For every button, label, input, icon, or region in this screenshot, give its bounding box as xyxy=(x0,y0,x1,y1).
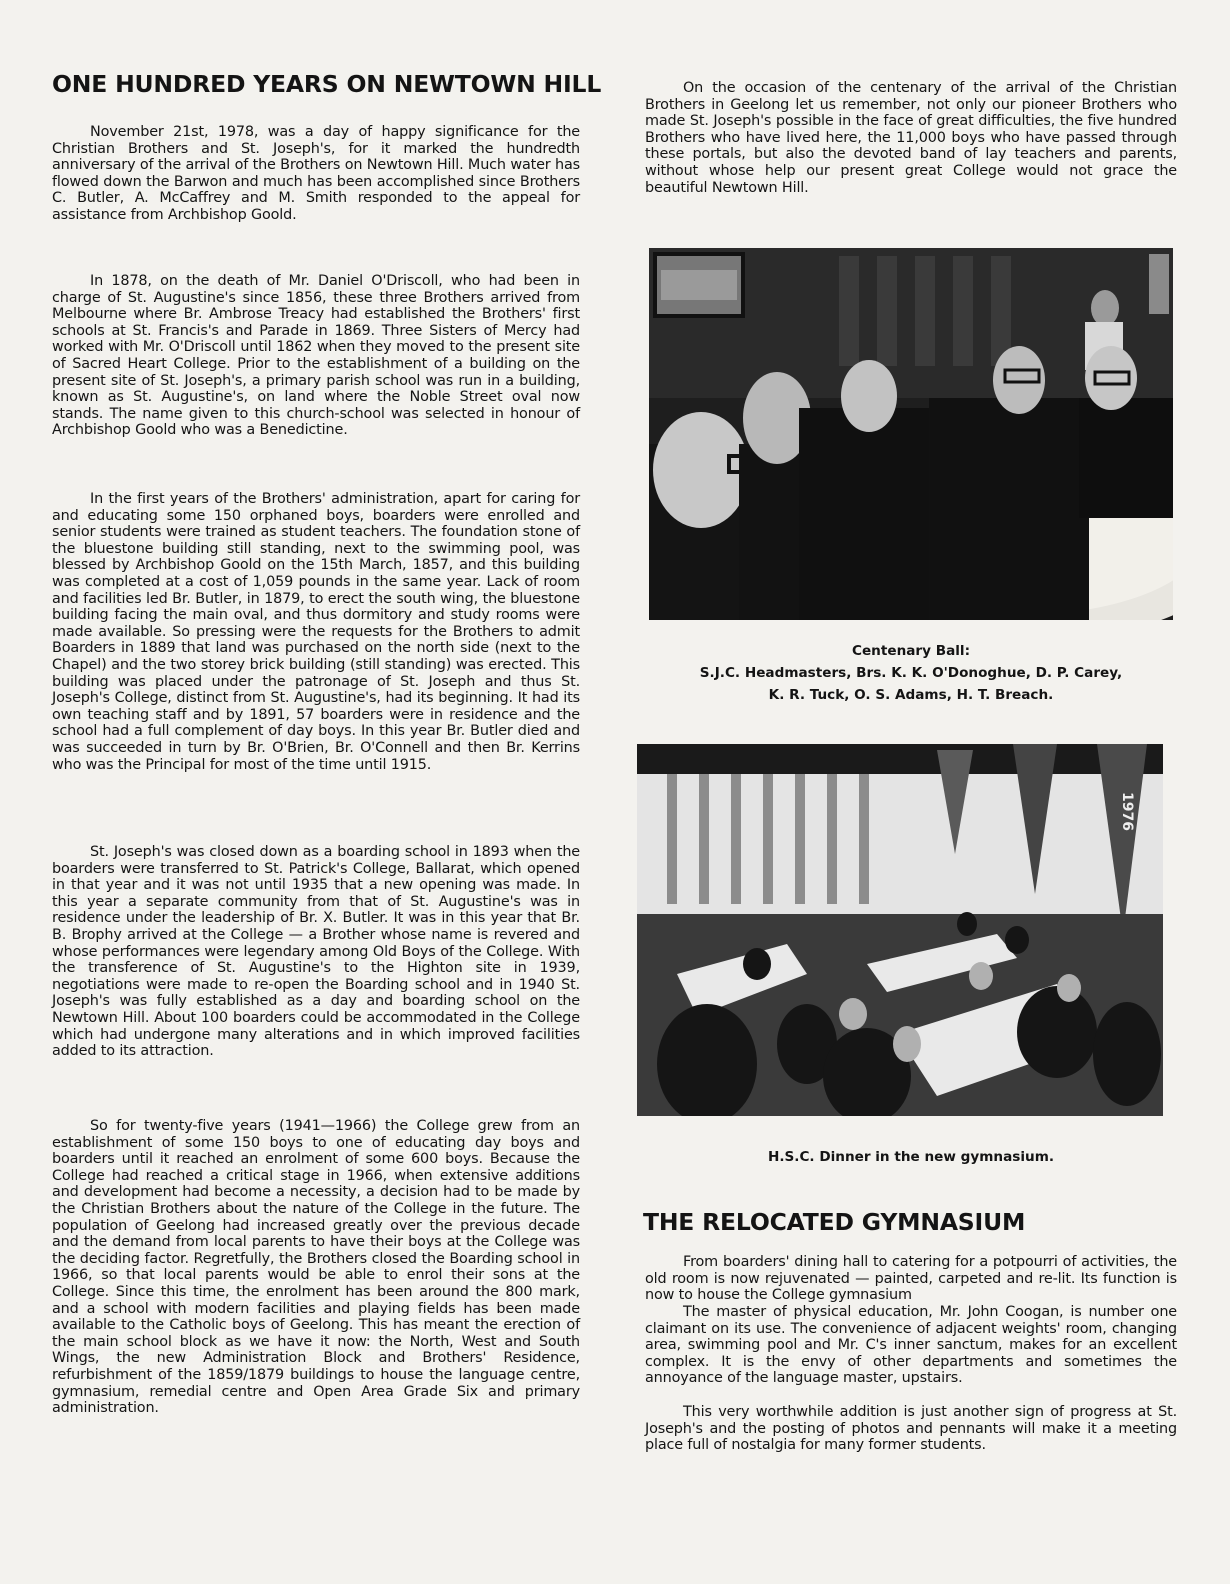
article-paragraph: The master of physical education, Mr. John Coogan, is number one claimant on its use. The convenience of adjacent weights' room, changing area, swimming pool and Mr. C's inner sanctum, makes for an excellent complex. It is the envy of other departments and sometimes the annoyance of the language master, upstairs. xyxy=(645,1304,1177,1387)
article-paragraph: In the first years of the Brothers' administration, apart for caring for and educating some 150 orphaned boys, boarders were enrolled and senior students were trained as student teachers. The foundation stone of the bluestone building still standing, next to the swimming pool, was blessed by Archbishop Goold on the 15th March, 1857, and this building was completed at a cost of 1,059 pounds in the same year. Lack of room and facilities led Br. Butler, in 1879, to erect the south wing, the bluestone building facing the main oval, and thus dormitory and study rooms were made available. So pressing were the requests for the Brothers to admit Boarders in 1889 that land was purchased on the north side (next to the Chapel) and the two storey brick building (still standing) was erected. This building was placed under the patronage of St. Joseph and thus St. Joseph's College, distinct from St. Augustine's, had its beginning. It had its own teaching staff and by 1891, 57 boarders were in residence and the school had a full complement of day boys. In this year Br. Butler died and was succeeded in turn by Br. O'Brien, Br. O'Connell and then Br. Kerrins who was the Principal for most of the time until 1915. xyxy=(52,491,580,773)
article-title: ONE HUNDRED YEARS ON NEWTOWN HILL xyxy=(52,70,602,98)
article-paragraph: November 21st, 1978, was a day of happy significance for the Christian Brothers and St. Joseph's, for it marked the hundredth anniversary of the arrival of the Brothers on Newtown Hill. Much water has flowed down the Barwon and much has been accomplished since Brothers C. Butler, A. McCaffrey and M. Smith responded to the appeal for assistance from Archbishop Goold. xyxy=(52,124,580,223)
article-paragraph: So for twenty-five years (1941—1966) the College grew from an establishment of some 150 boys to one of educating day boys and boarders until it reached an enrolment of some 600 boys. Because the College had reached a critical stage in 1966, when extensive additions and development had become a necessity, a decision had to be made by the Christian Brothers about the nature of the College in the future. The population of Geelong had increased greatly over the previous decade and the demand from local parents to have their boys at the College was the deciding factor. Regretfully, the Brothers closed the Boarding school in 1966, so that local parents would be able to enrol their sons at the College. Since this time, the enrolment has been around the 800 mark, and a school with modern facilities and playing fields has been made available to the Catholic boys of Geelong. This has meant the erection of the main school block as we have it now: the North, West and South Wings, the new Administration Block and Brothers' Residence, refurbishment of the 1859/1879 buildings to house the language centre, gymnasium, remedial centre and Open Area Grade Six and primary administration. xyxy=(52,1118,580,1417)
pennant-text: 1976 xyxy=(1119,792,1135,831)
hsc-dinner-photo xyxy=(637,744,1163,1116)
caption-line: H.S.C. Dinner in the new gymnasium. xyxy=(767,1149,1055,1165)
caption-line: K. R. Tuck, O. S. Adams, H. T. Breach. xyxy=(768,687,1054,703)
article-paragraph: St. Joseph's was closed down as a boarding school in 1893 when the boarders were transferred to St. Patrick's College, Ballarat, which opened in that year and it was not until 1935 that a new opening was made. In this year a separate community from that of St. Augustine's was in residence under the leadership of Br. X. Butler. It was in this year that Br. B. Brophy arrived at the College — a Brother whose name is revered and whose performances were legendary among Old Boys of the College. With the transference of St. Augustine's to the Highton site in 1939, negotiations were made to re-open the Boarding school and in 1940 St. Joseph's was fully established as a day and boarding school on the Newtown Hill. About 100 boarders could be accommodated in the College which had undergone many alterations and in which improved facilities added to its attraction. xyxy=(52,844,580,1060)
article-paragraph: This very worthwhile addition is just another sign of progress at St. Joseph's and the posting of photos and pennants will make it a meeting place full of nostalgia for many former students. xyxy=(645,1404,1177,1454)
centenary-ball-photo xyxy=(649,248,1173,620)
article-title: THE RELOCATED GYMNASIUM xyxy=(643,1208,1026,1236)
article-paragraph: On the occasion of the centenary of the arrival of the Christian Brothers in Geelong let us remember, not only our pioneer Brothers who made St. Joseph's possible in the face of great difficulties, the five hundred Brothers who have lived here, the 11,000 boys who have passed through these portals, but also the devoted band of lay teachers and parents, without whose help our present great College would not grace the beautiful Newtown Hill. xyxy=(645,80,1177,196)
caption-heading: Centenary Ball: xyxy=(851,643,971,659)
article-paragraph: In 1878, on the death of Mr. Daniel O'Driscoll, who had been in charge of St. Augustine's since 1856, these three Brothers arrived from Melbourne where Br. Ambrose Treacy had established the Brothers' first schools at St. Francis's and Parade in 1869. Three Sisters of Mercy had worked with Mr. O'Driscoll until 1862 when they moved to the present site of Sacred Heart College. Prior to the establishment of a building on the present site of St. Joseph's, a primary parish school was run in a building, known as St. Augustine's, on land where the Noble Street oval now stands. The name given to this church-school was selected in honour of Archbishop Goold who was a Benedictine. xyxy=(52,273,580,439)
caption-line: S.J.C. Headmasters, Brs. K. K. O'Donoghue, D. P. Carey, xyxy=(699,665,1123,681)
article-paragraph: From boarders' dining hall to catering for a potpourri of activities, the old room is now rejuvenated — painted, carpeted and re-lit. Its function is now to house the College gymnasium xyxy=(645,1254,1177,1304)
